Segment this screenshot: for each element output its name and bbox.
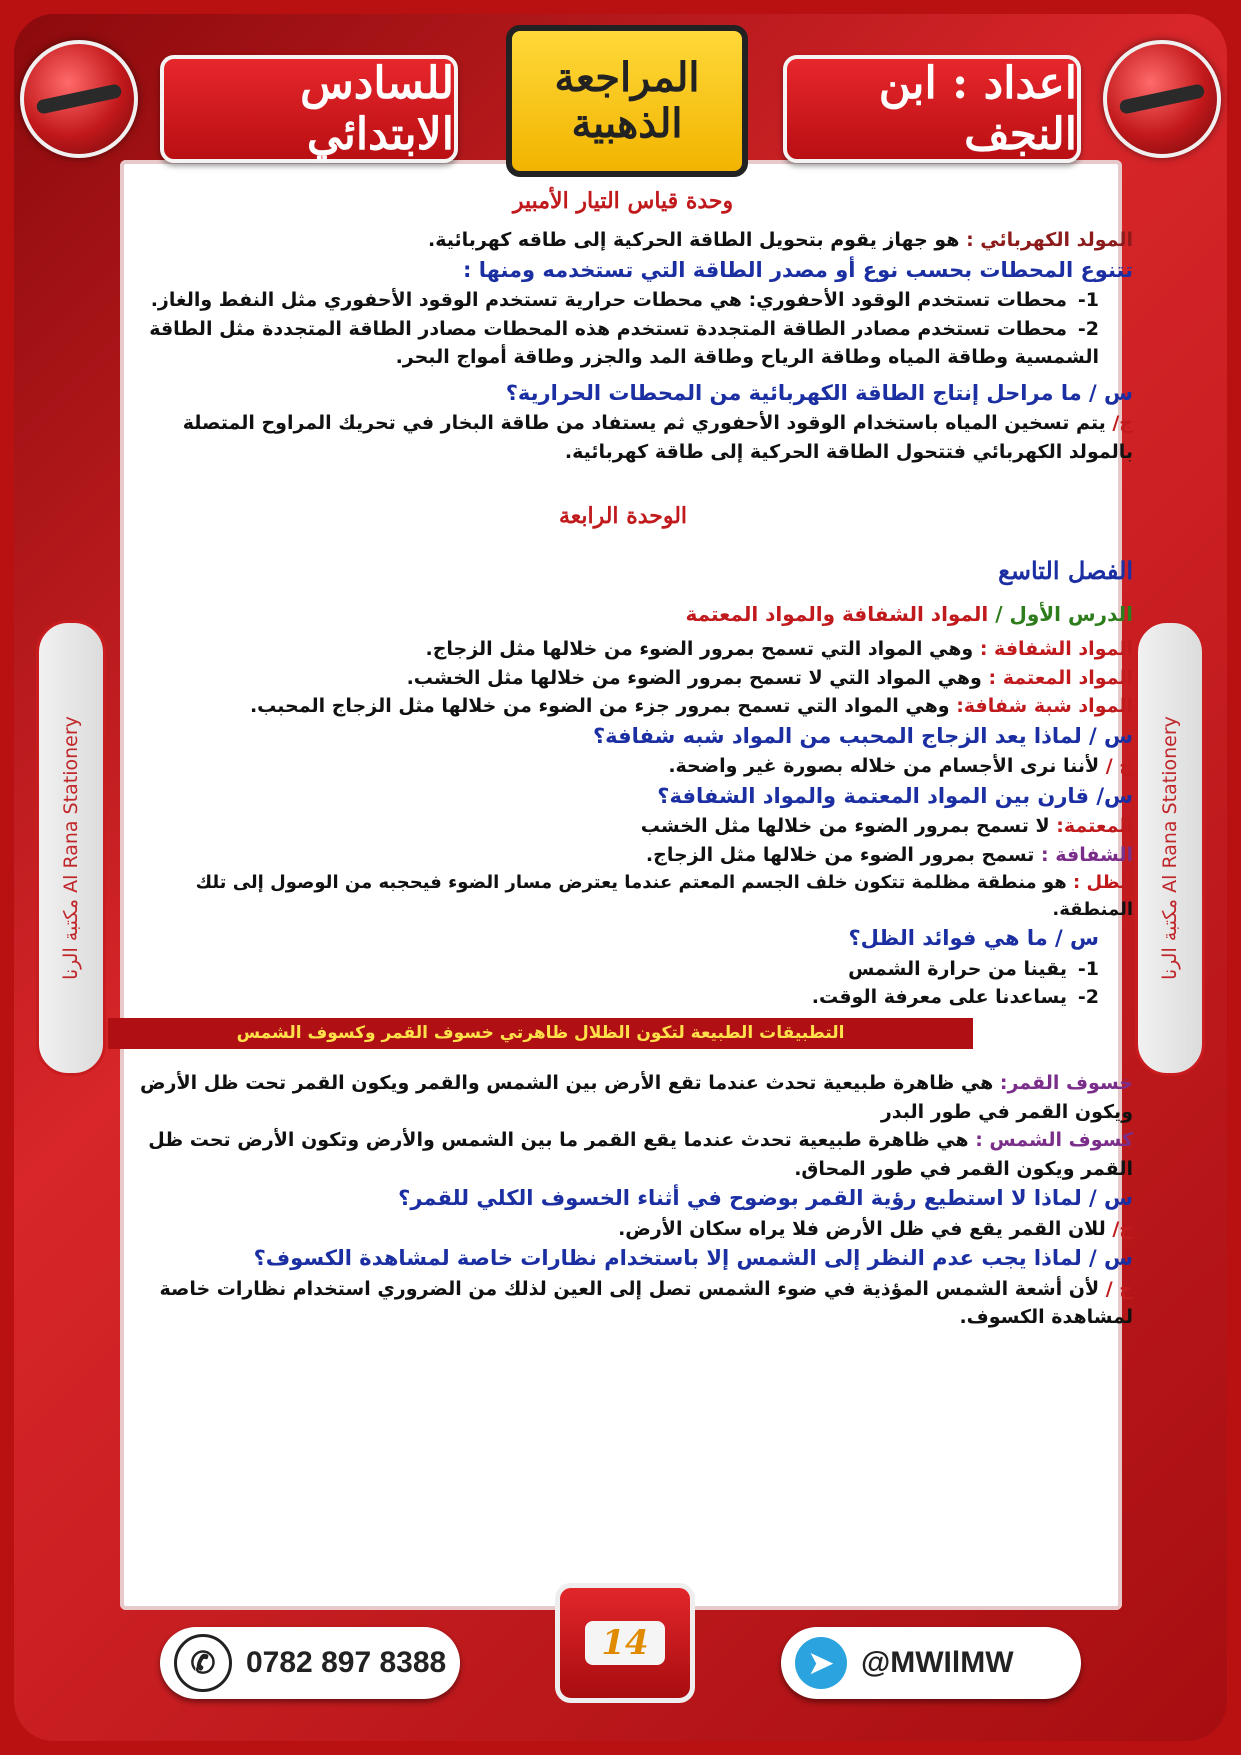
answer-text: لأننا نرى الأجسام من خلاله بصورة غير واضحة. bbox=[668, 755, 1106, 777]
chapter-title: الفصل التاسع bbox=[998, 556, 1133, 585]
side-tab-left bbox=[36, 620, 106, 1076]
item-text: يساعدنا على معرفة الوقت. bbox=[811, 986, 1067, 1008]
definition bbox=[113, 226, 1133, 255]
definition-text: هو منطقة مظلمة تتكون خلف الجسم المعتم عندما يعترض مسار الضوء فيحجبه من الوصول إلى تلك المنطقة. bbox=[195, 872, 1133, 920]
page-number-plate bbox=[555, 1583, 695, 1703]
comparison-text: لا تسمح بمرور الضوء من خلالها مثل الخشب bbox=[640, 815, 1057, 837]
definition-text: هي ظاهرة طبيعية تحدث عندما تقع الأرض بين الشمس والقمر ويكون القمر تحت ظل الأرض ويكون القمر في طور البدر bbox=[139, 1072, 1133, 1123]
page-content bbox=[113, 185, 1133, 1332]
telegram-icon: ➤ bbox=[795, 1637, 847, 1689]
question: س / لماذا يعد الزجاج المحبب من المواد شبه شفافة؟ bbox=[592, 723, 1133, 748]
term: المواد شبة شفافة: bbox=[956, 695, 1133, 717]
definition bbox=[113, 664, 1133, 693]
term: خسوف القمر: bbox=[999, 1072, 1133, 1094]
term: الظل : bbox=[1073, 872, 1133, 893]
title-plate bbox=[506, 25, 748, 177]
phone-number: 0782 897 8388 bbox=[246, 1646, 447, 1679]
definition-text: هو جهاز يقوم بتحويل الطاقة الحركية إلى طاقه كهربائية. bbox=[428, 229, 967, 251]
side-label: Al Rana Stationery مكتبة الرنا bbox=[60, 716, 82, 980]
lesson-name: المواد الشفافة والمواد المعتمة bbox=[685, 602, 989, 626]
list-item bbox=[113, 286, 1133, 315]
question: س / لماذا لا استطيع رؤية القمر بوضوح في أثناء الخسوف الكلي للقمر؟ bbox=[398, 1186, 1133, 1210]
side-tab-right bbox=[1135, 620, 1205, 1076]
title-line: المراجعة bbox=[554, 54, 700, 101]
grade-banner: للسادس الابتدائي bbox=[160, 55, 458, 163]
item-number: 2- bbox=[1077, 317, 1099, 340]
phone-badge[interactable] bbox=[160, 1627, 460, 1699]
answer bbox=[113, 1275, 1133, 1332]
section-banner: التطبيقات الطبيعة لتكون الظلال ظاهرتي خسوف القمر وكسوف الشمس bbox=[108, 1018, 973, 1050]
page-number: 14 bbox=[585, 1621, 664, 1665]
section-title: وحدة قياس التيار الأمبير bbox=[512, 188, 734, 214]
definition bbox=[113, 1126, 1133, 1183]
subheading: تتنوع المحطات بحسب نوع أو مصدر الطاقة التي تستخدمه ومنها : bbox=[463, 257, 1133, 282]
side-label: Al Rana Stationery مكتبة الرنا bbox=[1159, 716, 1181, 980]
phone-icon: ✆ bbox=[174, 1634, 232, 1692]
answer bbox=[113, 752, 1133, 781]
question: س / ما مراحل إنتاج الطاقة الكهربائية من المحطات الحرارية؟ bbox=[505, 380, 1133, 405]
lesson-label: الدرس الأول / bbox=[988, 602, 1133, 626]
item-number: 1- bbox=[1077, 957, 1099, 980]
answer-label: ج / bbox=[1105, 755, 1133, 777]
list-item bbox=[113, 315, 1133, 372]
globe-icon bbox=[1103, 40, 1221, 158]
answer bbox=[113, 409, 1133, 466]
list-item bbox=[113, 983, 1133, 1012]
item-number: 2- bbox=[1077, 986, 1099, 1008]
item-number: 1- bbox=[1077, 289, 1099, 311]
answer-text: للان القمر يقع في ظل الأرض فلا يراه سكان الأرض. bbox=[618, 1217, 1113, 1240]
definition-text: هي ظاهرة طبيعية تحدث عندما يقع القمر ما بين الشمس والأرض وتكون الأرض تحت ظل القمر ويكون القمر في طور المحاق. bbox=[148, 1129, 1133, 1180]
comparison-row bbox=[113, 841, 1133, 870]
question: س / لماذا يجب عدم النظر إلى الشمس إلا باستخدام نظارات خاصة لمشاهدة الكسوف؟ bbox=[253, 1246, 1133, 1270]
list-item bbox=[113, 955, 1133, 984]
item-text: محطات تستخدم مصادر الطاقة المتجددة تستخدم هذه المحطات مصادر الطاقة المتجددة مثل الطاقة الشمسية وطاقة المياه وطاقة الرياح وطاقة المد والجزر وطاقة أمواج البحر. bbox=[149, 317, 1099, 368]
telegram-handle: @MWIlMW bbox=[861, 1646, 1014, 1679]
answer-text: لأن أشعة الشمس المؤذية في ضوء الشمس تصل إلى العين لذلك من الضروري استخدام نظارات خاصة لمشاهدة الكسوف. bbox=[159, 1277, 1133, 1328]
comparison-text: تسمح بمرور الضوء من خلالها مثل الزجاج. bbox=[645, 843, 1042, 866]
telegram-badge[interactable] bbox=[781, 1627, 1081, 1699]
definition-text: وهي المواد التي تسمح بمرور الضوء من خلالها مثل الزجاج. bbox=[425, 638, 980, 660]
answer-label: ج/ bbox=[1112, 1217, 1133, 1240]
term: الشفافة : bbox=[1041, 843, 1133, 866]
item-text: محطات تستخدم الوقود الأحفوري: هي محطات حرارية تستخدم الوقود الأحفوري مثل النفط والغاز. bbox=[150, 289, 1067, 311]
title-line: الذهبية bbox=[571, 100, 683, 147]
answer-text: يتم تسخين المياه باستخدام الوقود الأحفوري ثم يستفاد من طاقة البخار في تحريك المراوح المتصلة بالمولد الكهربائي فتتحول الطاقة الحركية إلى طاقة كهربائية. bbox=[182, 412, 1133, 463]
answer bbox=[113, 1215, 1133, 1244]
term: المواد الشفافة : bbox=[979, 638, 1133, 660]
question: س/ قارن بين المواد المعتمة والمواد الشفافة؟ bbox=[657, 783, 1133, 808]
term: كسوف الشمس : bbox=[975, 1129, 1133, 1151]
definition-text: وهي المواد التي لا تسمح بمرور الضوء من خلالها مثل الخشب. bbox=[406, 666, 989, 689]
author-banner: اعداد : ابن النجف bbox=[783, 55, 1081, 163]
definition bbox=[113, 869, 1133, 923]
definition-text: وهي المواد التي تسمح بمرور جزء من الضوء من خلالها مثل الزجاج المحبب. bbox=[249, 695, 957, 717]
item-text: يقينا من حرارة الشمس bbox=[848, 957, 1067, 980]
answer-label: ج / bbox=[1105, 1277, 1133, 1300]
answer-label: ج/ bbox=[1112, 412, 1133, 434]
unit-title: الوحدة الرابعة bbox=[558, 503, 688, 529]
lesson-title bbox=[113, 599, 1133, 629]
term: المواد المعتمة : bbox=[988, 666, 1133, 689]
question: س / ما هي فوائد الظل؟ bbox=[848, 926, 1099, 950]
globe-icon bbox=[20, 40, 138, 158]
term: المعتمة: bbox=[1056, 815, 1133, 837]
comparison-row bbox=[113, 812, 1133, 841]
definition bbox=[113, 692, 1133, 721]
definition bbox=[113, 635, 1133, 664]
term: المولد الكهربائي : bbox=[966, 229, 1133, 251]
definition bbox=[113, 1069, 1133, 1126]
